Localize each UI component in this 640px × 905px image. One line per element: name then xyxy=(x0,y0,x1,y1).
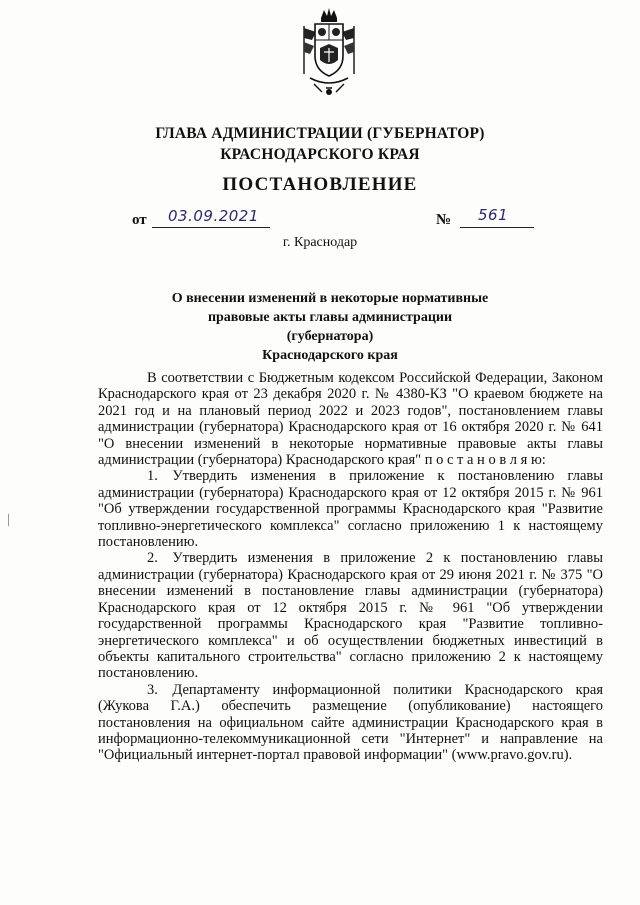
clause-2: 2. Утвердить изменения в приложение 2 к постановлению главы администрации (губернатора) Краснодарского края от 29 июня 2021 г. № 375 "О внесении изменений в постановление главы администрации (губернатора) Краснодарского края от 12 октября 2015 г. № 961 "Об утверждении государственной программы Краснодарского края "Развитие топливно-энергетического комплекса" и об осуществлении бюджетных инвестиций в объекты капитального строительства" согласно приложению 2 к настоящему постановлению. xyxy=(98,550,603,682)
date-label: от xyxy=(132,212,147,228)
clause-3: 3. Департаменту информационной политики Краснодарского края (Жукова Г.А.) обеспечить размещение (опубликование) настоящего постановления на официальном сайте администрации Краснодарского края в информационно-телекоммуникационной сети "Интернет" и направление на "Официальный интернет-портал правовой информации" (www.pravo.gov.ru). xyxy=(98,681,603,764)
title-line-2: правовые акты главы администрации (губернатора) xyxy=(207,310,453,344)
handwritten-number: 561 xyxy=(478,206,509,224)
date-underline xyxy=(152,227,270,228)
handwritten-date: 03.09.2021 xyxy=(168,207,259,225)
number-label: № xyxy=(436,212,452,228)
number-underline xyxy=(460,227,534,228)
coat-of-arms-icon xyxy=(296,4,362,98)
title-line-1: О внесении изменений в некоторые нормативные xyxy=(171,291,489,306)
authority-name: ГЛАВА АДМИНИСТРАЦИИ (ГУБЕРНАТОР) xyxy=(155,125,485,142)
document-type: ПОСТАНОВЛЕНИЕ xyxy=(222,174,418,195)
scan-margin-mark xyxy=(8,514,9,526)
authority-region: КРАСНОДАРСКОГО КРАЯ xyxy=(220,146,420,163)
date-number-line xyxy=(0,204,640,234)
document-title xyxy=(170,289,490,365)
preamble-text: В соответствии с Бюджетным кодексом Российской Федерации, Законом Краснодарского края от 23 декабря 2020 г. № 4380-КЗ "О краевом бюджете на 2021 год и на плановый период 2022 и 2023 годов", постановлением главы администрации (губернатора) Краснодарского края от 16 октября 2020 г. № 641 "О внесении изменений в некоторые нормативные правовые акты главы администрации (губернатора) Краснодарского края" xyxy=(98,370,603,469)
city-label: г. Краснодар xyxy=(282,235,358,250)
title-line-3: Краснодарского края xyxy=(262,348,398,363)
clause-1: 1. Утвердить изменения в приложение к постановлению главы администрации (губернатора) Краснодарского края от 12 октября 2015 г. № 961 "Об утверждении государственной программы Краснодарского края "Развитие топливно-энергетического комплекса" согласно приложению 1 к настоящему постановлению. xyxy=(98,468,603,551)
document-body xyxy=(98,370,603,764)
decree-word: п о с т а н о в л я ю: xyxy=(424,452,546,469)
preamble-paragraph xyxy=(98,370,603,468)
